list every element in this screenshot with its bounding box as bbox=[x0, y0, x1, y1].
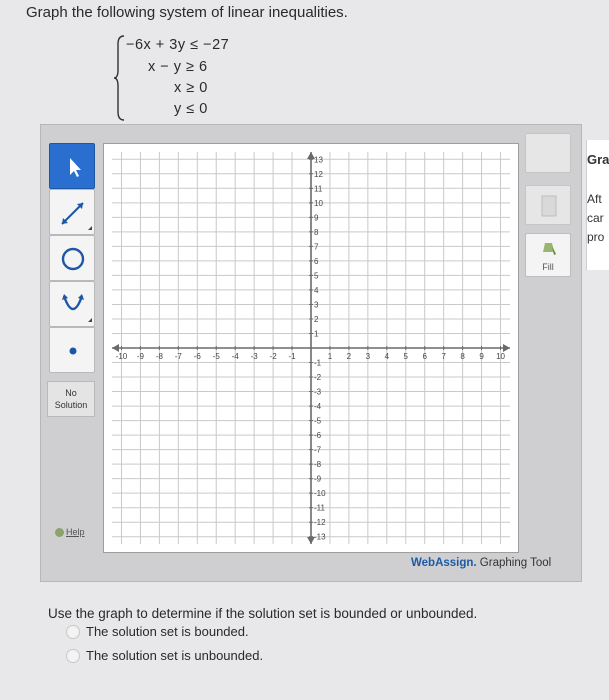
pointer-icon bbox=[50, 144, 96, 190]
x-tick-label: -6 bbox=[193, 352, 201, 361]
x-tick-label: -1 bbox=[288, 352, 296, 361]
y-tick-label: -7 bbox=[314, 445, 322, 455]
side-line-2: car bbox=[587, 211, 604, 225]
no-solution-label-2: Solution bbox=[54, 400, 88, 410]
x-tick-label: 5 bbox=[403, 352, 408, 361]
option-unbounded[interactable] bbox=[66, 648, 263, 664]
left-brace bbox=[114, 34, 126, 122]
y-tick-label: -12 bbox=[314, 518, 326, 528]
y-tick-label: 12 bbox=[314, 169, 323, 179]
y-tick-label: 6 bbox=[314, 256, 319, 266]
x-tick-label: 6 bbox=[422, 352, 427, 361]
y-tick-label: -2 bbox=[314, 373, 322, 383]
x-tick-label: 2 bbox=[346, 352, 352, 361]
x-tick-label: -10 bbox=[115, 352, 128, 361]
inequality-2: x − y ≥ 6 bbox=[148, 59, 208, 75]
x-tick-label: -9 bbox=[136, 352, 144, 361]
undo-button[interactable] bbox=[525, 185, 571, 225]
y-tick-label: 11 bbox=[314, 184, 323, 194]
fill-button[interactable] bbox=[525, 233, 571, 277]
y-tick-label: -6 bbox=[314, 431, 322, 441]
option-bounded[interactable] bbox=[66, 624, 249, 640]
inequality-1: −6x + 3y ≤ −27 bbox=[126, 37, 230, 53]
option-unbounded-label: The solution set is unbounded. bbox=[86, 648, 264, 663]
graph-canvas[interactable] bbox=[103, 143, 519, 553]
y-tick-label: -1 bbox=[314, 358, 322, 368]
x-tick-label: 10 bbox=[496, 352, 505, 361]
y-tick-label: -3 bbox=[314, 387, 322, 397]
y-tick-label: -4 bbox=[314, 402, 322, 412]
question-title: Graph the following system of linear inequalities. bbox=[26, 4, 348, 21]
bounded-question: Use the graph to determine if the solution set is bounded or unbounded. bbox=[48, 606, 478, 621]
inequality-4: y ≤ 0 bbox=[174, 101, 208, 117]
circle-icon bbox=[50, 236, 96, 282]
y-tick-label: -9 bbox=[314, 474, 322, 484]
x-tick-label: -4 bbox=[231, 352, 239, 361]
fill-label: Fill bbox=[542, 262, 554, 272]
no-solution-button[interactable] bbox=[47, 381, 95, 417]
x-tick-label: -2 bbox=[269, 352, 277, 361]
graph-svg bbox=[104, 144, 518, 552]
y-tick-label: 3 bbox=[314, 300, 319, 310]
brand-suffix: Graphing Tool bbox=[476, 557, 552, 569]
y-tick-label: -13 bbox=[314, 532, 326, 542]
y-tick-label: -5 bbox=[314, 416, 322, 426]
radio-bounded[interactable] bbox=[66, 625, 80, 639]
parabola-icon bbox=[50, 282, 96, 328]
side-panel-text bbox=[587, 190, 604, 247]
x-axis-arrow-right bbox=[503, 344, 510, 352]
y-tick-label: -11 bbox=[314, 503, 325, 513]
inequality-system bbox=[114, 34, 254, 122]
x-tick-label: -7 bbox=[174, 352, 182, 361]
x-tick-label: -3 bbox=[250, 352, 258, 361]
line-tool-button[interactable] bbox=[49, 189, 95, 235]
y-tick-label: -8 bbox=[314, 460, 322, 470]
pointer-tool-button[interactable] bbox=[49, 143, 95, 189]
x-tick-label: 4 bbox=[384, 352, 390, 361]
y-tick-label: -10 bbox=[314, 489, 326, 499]
y-tick-label: 5 bbox=[314, 271, 319, 281]
y-tick-label: 9 bbox=[314, 213, 319, 223]
x-tick-label: 1 bbox=[327, 352, 333, 361]
line-icon bbox=[50, 190, 96, 236]
x-tick-label: 8 bbox=[460, 352, 465, 361]
y-tick-label: 8 bbox=[314, 227, 319, 237]
y-tick-label: 4 bbox=[314, 285, 319, 295]
parabola-tool-button[interactable] bbox=[49, 281, 95, 327]
brand-prefix: WebAssign. bbox=[411, 557, 477, 569]
y-tick-label: 7 bbox=[314, 242, 319, 252]
x-tick-label: -5 bbox=[212, 352, 220, 361]
x-tick-label: 7 bbox=[441, 352, 446, 361]
help-link[interactable] bbox=[55, 527, 85, 537]
side-panel bbox=[586, 140, 609, 270]
x-tick-label: 9 bbox=[479, 352, 484, 361]
side-panel-title: Gra bbox=[587, 152, 609, 167]
fill-icon bbox=[526, 234, 572, 264]
delete-button[interactable] bbox=[525, 133, 571, 173]
y-tick-label: 10 bbox=[314, 198, 323, 208]
radio-unbounded[interactable] bbox=[66, 649, 80, 663]
help-icon bbox=[55, 528, 64, 537]
x-tick-label: -8 bbox=[155, 352, 163, 361]
y-tick-label: 13 bbox=[314, 155, 323, 165]
point-tool-button[interactable] bbox=[49, 327, 95, 373]
point-icon bbox=[50, 328, 96, 374]
y-tick-label: 2 bbox=[314, 314, 319, 324]
x-axis-arrow-left bbox=[112, 344, 119, 352]
webassign-brand bbox=[411, 557, 551, 569]
graphing-tool bbox=[40, 124, 582, 582]
inequality-3: x ≥ 0 bbox=[174, 80, 208, 96]
option-bounded-label: The solution set is bounded. bbox=[86, 624, 249, 639]
x-tick-label: 3 bbox=[365, 352, 371, 361]
y-tick-label: 1 bbox=[314, 329, 319, 339]
circle-tool-button[interactable] bbox=[49, 235, 95, 281]
no-solution-label-1: No bbox=[65, 388, 77, 398]
side-line-1: Aft bbox=[587, 192, 602, 206]
side-line-3: pro bbox=[587, 230, 605, 244]
help-label: Help bbox=[66, 527, 85, 537]
trash-icon bbox=[526, 186, 572, 226]
